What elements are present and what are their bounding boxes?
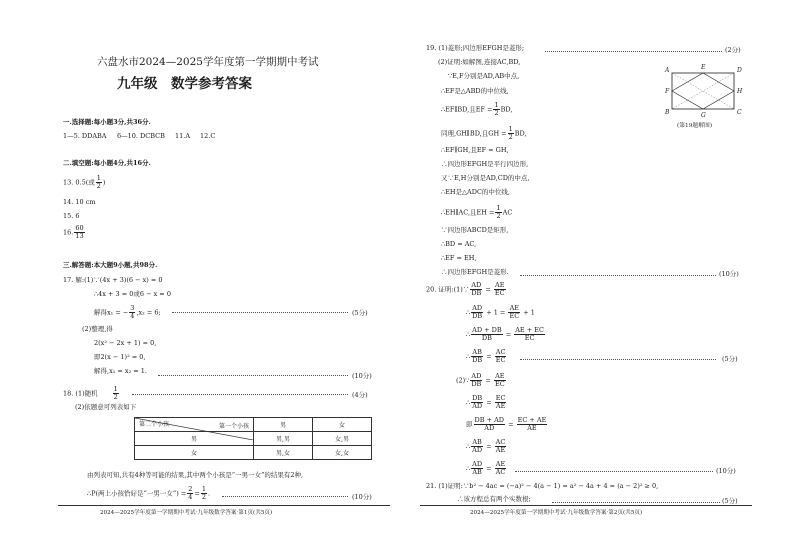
dot-leader [222, 496, 348, 497]
denominator: EC [509, 311, 520, 320]
fraction [113, 386, 119, 401]
score-marker: (10分) [716, 467, 736, 475]
therefore-sign: ∴ [466, 464, 471, 473]
answer-16 [63, 225, 86, 240]
q18-line-4 [87, 486, 210, 501]
fig-label-b: B [665, 109, 670, 116]
equals-sign: = [486, 442, 492, 451]
score-marker: (2分) [725, 46, 741, 54]
footer-rule [420, 505, 752, 506]
denominator: 13 [75, 231, 84, 240]
q18-line-3: 由列表可知,共有4种等可能的结果,其中两个小孩是“一男一女”的结果有2种, [87, 471, 304, 479]
fig-label-g: G [701, 112, 706, 119]
denominator: EC [494, 379, 505, 388]
table-row-header: 男 [135, 432, 254, 446]
denominator: DB [471, 379, 482, 388]
q17-line-1: 17. 解:(1)∵(4x + 3)(6 − x) = 0 [63, 276, 163, 284]
numerator: EC + AE [517, 416, 547, 424]
q17-solution-prefix: 解得x₁ = − [94, 308, 129, 317]
equals-sign: = [505, 330, 512, 339]
outcome-table [134, 417, 372, 460]
q19-line-14: ∴EF = EH, [441, 254, 477, 262]
fraction [74, 225, 84, 240]
q17-line-2: ∴4x + 3 = 0或6 − x = 0 [94, 290, 171, 298]
mc-answers-1-5: 1—5. DDABA [63, 132, 107, 140]
fraction [494, 282, 506, 297]
equals-sign: = [508, 420, 514, 429]
section-1-heading: 一.选择题:每小题3分,共36分. [63, 118, 151, 126]
numerator: AE + EC [515, 326, 544, 334]
plus-one-equals: + 1 = [486, 308, 506, 317]
numerator: EC [495, 394, 506, 402]
numerator: AE [509, 304, 520, 312]
q18-part1-text: 18. (1)随机 [63, 389, 98, 398]
numerator: AD [471, 372, 482, 380]
numerator: 1 [508, 125, 513, 133]
doc-subtitle: 九年级 数学参考答案 [117, 76, 252, 92]
footer-rule [58, 505, 390, 506]
score-marker: (5分) [722, 355, 738, 363]
denominator: 2 [494, 108, 499, 117]
numerator: 3 [130, 304, 135, 312]
q19-line-13: ∴BD = AC, [441, 240, 477, 248]
namely-prefix: 即 [466, 420, 473, 429]
score-marker: (10分) [352, 372, 372, 380]
fig-label-d: D [737, 67, 742, 74]
equals-sign: = [194, 489, 200, 498]
denominator: 4 [130, 311, 135, 320]
numerator: AC [495, 438, 506, 446]
table-row-header: 女 [135, 446, 254, 460]
q21-line-2: ∴该方程总有两个实数根; [457, 495, 531, 503]
table-cell: 女,男 [313, 432, 372, 446]
q19-line-3: ∵E,F分别是AD,AB中点, [448, 72, 520, 80]
fraction [508, 126, 514, 141]
dot-leader [552, 502, 720, 503]
dot-leader [132, 394, 348, 395]
table-col-header: 女 [313, 418, 372, 432]
numerator: 1 [201, 485, 206, 493]
section-2-heading: 二.填空题:每小题4分,共16分. [63, 159, 151, 167]
equals-sign: = [486, 398, 492, 407]
denominator: DB [471, 288, 482, 297]
dot-leader [520, 359, 716, 360]
fraction [495, 461, 507, 476]
numerator: DB [472, 394, 483, 402]
q20-part2-prefix: (2)∵ [456, 376, 470, 385]
fraction [517, 417, 548, 432]
denominator: DB [472, 355, 483, 364]
page-footer-right: 2024—2025学年度第一学期期中考试·九年级数学答案·第2页(共5页) [470, 510, 643, 516]
denominator: DB [472, 311, 483, 320]
q17-line-6: 即2(x − 1)² = 0, [94, 353, 146, 361]
fraction [471, 395, 483, 410]
equals-sign: = [486, 464, 492, 473]
fraction [493, 102, 499, 117]
denominator: AE [495, 401, 506, 410]
table-cell: 男,男 [254, 432, 313, 446]
numerator: AE [495, 460, 506, 468]
fraction [471, 327, 502, 342]
doc-title: 六盘水市2024—2025学年度第一学期期中考试 [97, 56, 319, 68]
numerator: AE [495, 372, 505, 380]
denominator: AD [472, 445, 483, 454]
fraction [494, 373, 506, 388]
dot-leader [515, 471, 713, 472]
denominator: AE [495, 445, 506, 454]
q17-line-5: 2(x² − 2x + 1) = 0, [94, 339, 157, 347]
q19-line-4: ∴EF是△ABD的中位线, [441, 87, 509, 95]
q19-line-7: ∴EF∥GH,且EF = GH, [441, 146, 509, 154]
answer-13-close: ) [102, 178, 106, 187]
therefore-sign: ∴ [466, 442, 471, 451]
q17-line-3 [94, 305, 161, 320]
fraction [470, 373, 482, 388]
period: . [207, 489, 211, 498]
fraction [470, 282, 482, 297]
fraction [201, 486, 207, 501]
numerator: AD [472, 304, 483, 312]
numerator: 1 [113, 385, 118, 393]
answer-14: 14. 10 cm [63, 198, 96, 206]
score-marker: (4分) [352, 391, 368, 399]
mc-answers-6-10: 6—10. DCBCB [117, 132, 165, 140]
q19-line-12: ∵四边形ABCD是矩形, [441, 226, 509, 234]
q19-line-10: ∴EH是△ADC的中位线, [441, 188, 510, 196]
answer-15: 15. 6 [63, 212, 80, 220]
answer-16-label: 16. [63, 228, 74, 237]
score-marker: (5分) [722, 497, 738, 505]
numerator: 2 [188, 485, 193, 493]
fraction [508, 305, 520, 320]
denominator: EC [495, 355, 506, 364]
numerator: AD + DB [472, 326, 502, 334]
fraction [471, 461, 483, 476]
fig-label-a: A [665, 67, 670, 74]
numerator: AB [472, 348, 482, 356]
numerator: 1 [496, 204, 501, 212]
denominator: 2 [113, 392, 118, 401]
fig-label-c: C [737, 109, 742, 116]
equals-sign: = [485, 376, 491, 385]
q19-line-6 [441, 126, 527, 141]
q18-probability-text: ∴P(两上小孩恰好是“一男一女”) = [87, 489, 187, 498]
q19-line-11 [441, 205, 512, 220]
numerator: AD [472, 460, 483, 468]
score-marker: (10分) [719, 270, 739, 278]
table-row [135, 446, 372, 460]
denominator: AD [472, 401, 483, 410]
numerator: 1 [96, 174, 101, 182]
numerator: AC [495, 348, 506, 356]
q19-l11-text: ∴EH∥AC,且EH = [441, 208, 495, 217]
dot-leader [158, 375, 348, 376]
q19-line-2: (2)证明:如解图,连接AC,BD, [438, 58, 521, 66]
section-3-heading: 三.解答题:本大题9小题,共98分. [63, 261, 158, 269]
q20-line-8 [466, 439, 507, 454]
table-cell: 女,女 [313, 446, 372, 460]
q20-line-3 [466, 327, 546, 342]
q20-line-6 [466, 395, 507, 410]
denominator: EC [494, 288, 505, 297]
fig-label-f: F [665, 88, 670, 95]
dot-leader [545, 51, 722, 52]
numerator: AE [495, 281, 505, 289]
dot-leader [172, 312, 348, 313]
answer-13 [63, 175, 105, 190]
q19-l6-text: 同理,GH∥BD,且GH = [441, 129, 507, 138]
denominator: 2 [508, 132, 513, 141]
fraction [495, 395, 507, 410]
q19-l5-text: ∴EF∥BD,且EF = [441, 105, 493, 114]
fraction [471, 439, 483, 454]
equals-sign: = [486, 352, 492, 361]
q18-line-2: (2)依题意可列表如下 [75, 403, 137, 411]
denominator: 2 [96, 181, 101, 190]
fraction [96, 175, 102, 190]
fraction [495, 439, 507, 454]
figure-caption: (第19题解图) [677, 123, 713, 129]
q20-line-2 [466, 305, 535, 320]
q19-line-15: ∴四边形EFGH是菱形. [441, 268, 509, 276]
denominator: DB [481, 333, 492, 342]
q17-solution-suffix: ,x₂ = 6; [136, 308, 161, 317]
numerator: DB + AD [474, 416, 504, 424]
score-marker: (5分) [352, 309, 368, 317]
fraction [471, 349, 483, 364]
q20-line-7 [466, 417, 548, 432]
numerator: AD [471, 281, 482, 289]
denominator: AD [484, 423, 495, 432]
fraction [471, 305, 483, 320]
dot-leader [520, 275, 716, 276]
therefore-sign: ∴ [466, 352, 471, 361]
denominator: 2 [201, 492, 206, 501]
q19-line-8: ∴四边形EFGH是平行四边形, [441, 160, 529, 168]
denominator: AB [472, 467, 482, 476]
fraction [495, 349, 507, 364]
therefore-sign: ∴ [466, 398, 471, 407]
fraction [474, 417, 505, 432]
q21-line-1: 21. (1)证明:∵b² − 4ac = (−a)² − 4(a − 1) = a² − 4a + 4 = (a − 2)² ≥ 0, [426, 482, 659, 490]
q20-line-4 [466, 349, 507, 364]
mc-answer-12: 12.C [200, 132, 216, 140]
q20-line-9 [466, 461, 507, 476]
q19-l5-end: BD, [500, 105, 513, 114]
q19-l6-end: BD, [514, 129, 527, 138]
denominator: AE [527, 423, 537, 432]
fraction [514, 327, 545, 342]
q19-figure [660, 62, 750, 132]
fraction [187, 486, 193, 501]
fig-label-h: H [737, 88, 743, 95]
q20-line-5 [456, 373, 507, 388]
numerator: 60 [75, 224, 84, 232]
q18-line-1 [63, 386, 120, 401]
q17-line-7: 解得,x₁ = x₂ = 1. [94, 367, 147, 375]
answer-13-text: 13. 0.5(或 [63, 178, 95, 187]
plus-one: + 1 [523, 308, 535, 317]
page-footer-left: 2024—2025学年度第一学期期中考试·九年级数学答案·第1页(共5页) [100, 510, 273, 516]
table-corner-cell [135, 418, 254, 432]
q19-line-5 [441, 102, 512, 117]
table-corner-top: 第一个小孩 [218, 423, 249, 430]
denominator: 2 [496, 211, 501, 220]
table-cell: 男,女 [254, 446, 313, 460]
score-marker: (10分) [352, 493, 372, 501]
fig-label-e: E [701, 64, 706, 71]
table-col-header: 男 [254, 418, 313, 432]
table-corner-bottom: 第二个小孩 [139, 421, 170, 428]
q19-line-9: 又∵E,H分别是AD,CD的中点, [441, 174, 530, 182]
fraction [129, 305, 135, 320]
mc-answer-11: 11.A [175, 132, 191, 140]
denominator: 4 [188, 492, 193, 501]
q20-prefix: 20. 证明:(1)∵ [426, 285, 470, 294]
equals-sign: = [485, 285, 491, 294]
therefore-sign: ∴ [466, 308, 471, 317]
q19-l11-end: AC [502, 208, 513, 217]
q19-line-1: 19. (1)菱形;四边形EFGH是菱形; [426, 44, 525, 52]
denominator: AC [495, 467, 506, 476]
numerator: 1 [494, 101, 499, 109]
therefore-sign: ∴ [466, 330, 471, 339]
q17-line-4: (2)整理,得 [82, 325, 113, 333]
numerator: AB [472, 438, 482, 446]
fraction [495, 205, 501, 220]
q20-line-1 [426, 282, 507, 297]
denominator: EC [524, 333, 535, 342]
